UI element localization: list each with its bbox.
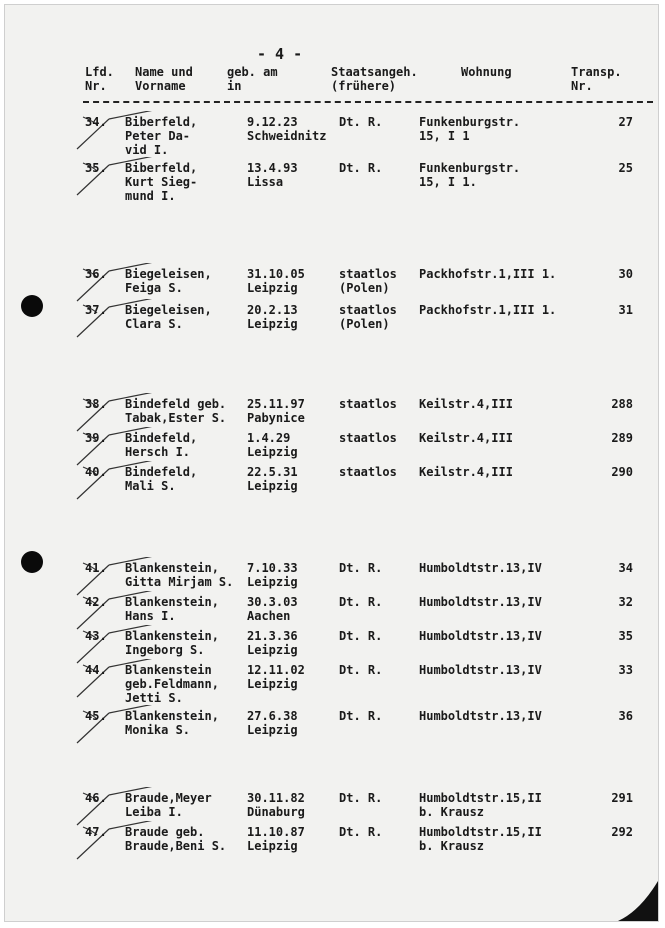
entry-row [5, 825, 659, 875]
entry-transport-number [593, 709, 633, 723]
entry-number [85, 663, 107, 677]
entry-nationality-line: (Polen) [339, 281, 390, 295]
entry-number [85, 267, 107, 281]
entry-birth-line: Leipzig [247, 317, 298, 331]
entry-address-line: 15, I 1. [419, 175, 477, 189]
entry-transport-number-line: 288 [611, 397, 633, 411]
entry-address [419, 561, 542, 575]
entry-name [125, 663, 219, 705]
entry-address-line: b. Krausz [419, 805, 485, 819]
entry-name-line: Bindefeld geb. [125, 397, 227, 411]
entry-address [419, 629, 542, 643]
entry-birth-line: 30.11.82 [247, 791, 305, 805]
page-number: - 4 - [257, 45, 303, 63]
entry-name [125, 561, 233, 589]
entry-nationality-line: Dt. R. [339, 629, 383, 643]
page-corner-curl [618, 881, 658, 921]
entry-nationality-line: staatlos [339, 397, 397, 411]
entry-transport-number [593, 115, 633, 129]
entry-transport-number [593, 397, 633, 411]
entry-name-line: Ingeborg S. [125, 643, 205, 657]
entry-number-line: 43. [85, 629, 107, 643]
entry-name-line: vid I. [125, 143, 169, 157]
entry-number-line: 45. [85, 709, 107, 723]
entry-number [85, 791, 107, 805]
entry-address-line: Humboldtstr.13,IV [419, 561, 542, 575]
entry-number [85, 431, 107, 445]
entry-nationality [339, 595, 382, 609]
entry-name-line: Monika S. [125, 723, 191, 737]
entry-birth-line: Leipzig [247, 643, 298, 657]
entry-name-line: Mali S. [125, 479, 176, 493]
entry-nationality [339, 465, 397, 479]
entry-birth [247, 825, 305, 853]
punch-hole-bottom [21, 551, 43, 573]
entry-transport-number-line: 34 [618, 561, 633, 575]
entry-transport-number-line: 291 [611, 791, 633, 805]
entry-row [5, 115, 659, 165]
entry-birth-line: Leipzig [247, 839, 298, 853]
entry-nationality-line: staatlos [339, 431, 397, 445]
entry-name [125, 791, 212, 819]
entry-nationality [339, 825, 382, 839]
entry-number-line: 36. [85, 267, 107, 281]
entry-number-line: 44. [85, 663, 107, 677]
entry-nationality [339, 663, 382, 677]
entry-birth [247, 709, 298, 737]
entry-birth-line: Aachen [247, 609, 291, 623]
entry-name [125, 431, 197, 459]
entry-row [5, 663, 659, 713]
entry-number [85, 397, 107, 411]
entry-name-line: Biegeleisen, [125, 303, 212, 317]
entry-address [419, 267, 556, 281]
entry-transport-number-line: 289 [611, 431, 633, 445]
entry-address [419, 663, 542, 677]
entry-address-line: Keilstr.4,III [419, 431, 513, 445]
entry-nationality [339, 791, 382, 805]
entry-name [125, 595, 219, 623]
entry-address [419, 303, 556, 317]
entry-number-line: 42. [85, 595, 107, 609]
entry-birth-line: Dünaburg [247, 805, 305, 819]
entry-name-line: Feiga S. [125, 281, 183, 295]
entry-nationality-line: Dt. R. [339, 825, 383, 839]
entry-nationality-line: (Polen) [339, 317, 390, 331]
entry-nationality [339, 629, 382, 643]
entry-transport-number-line: 31 [618, 303, 633, 317]
entry-birth [247, 115, 326, 143]
entry-number [85, 465, 107, 479]
entry-name [125, 161, 197, 203]
entry-name [125, 825, 226, 853]
entry-address-line: Humboldtstr.15,II [419, 791, 542, 805]
entry-address-line: Humboldtstr.13,IV [419, 629, 542, 643]
entry-number [85, 629, 107, 643]
entry-nationality-line: staatlos [339, 303, 397, 317]
entry-transport-number [593, 303, 633, 317]
entry-birth [247, 303, 298, 331]
entry-birth [247, 663, 305, 691]
entry-name-line: Biberfeld, [125, 115, 198, 129]
entry-number-line: 35. [85, 161, 107, 175]
document-sheet [4, 4, 659, 922]
header-nationality: Staatsangeh. (frühere) [331, 65, 418, 93]
entry-name-line: Peter Da- [125, 129, 191, 143]
entry-nationality-line: Dt. R. [339, 115, 383, 129]
entry-birth-line: 20.2.13 [247, 303, 298, 317]
entry-name [125, 267, 212, 295]
entry-transport-number-line: 25 [618, 161, 633, 175]
entry-address-line: Funkenburgstr. [419, 115, 521, 129]
entry-birth [247, 595, 298, 623]
entry-name-line: Blankenstein, [125, 709, 219, 723]
entry-birth [247, 465, 298, 493]
entry-birth-line: Lissa [247, 175, 284, 189]
entry-name-line: Biberfeld, [125, 161, 198, 175]
entry-birth-line: 13.4.93 [247, 161, 298, 175]
header-lfd-nr: Lfd. Nr. [85, 65, 114, 93]
entry-number [85, 303, 107, 317]
entry-birth-line: 9.12.23 [247, 115, 298, 129]
entry-birth-line: Leipzig [247, 479, 298, 493]
entry-name [125, 115, 197, 157]
entry-birth-line: 31.10.05 [247, 267, 305, 281]
entry-transport-number [593, 161, 633, 175]
entry-name-line: Braude geb. [125, 825, 205, 839]
entry-row [5, 161, 659, 211]
entry-transport-number-line: 292 [611, 825, 633, 839]
entry-birth-line: 1.4.29 [247, 431, 291, 445]
entry-number [85, 161, 107, 175]
entry-birth-line: 22.5.31 [247, 465, 298, 479]
entry-transport-number-line: 33 [618, 663, 633, 677]
entry-birth-line: Leipzig [247, 575, 298, 589]
entry-birth [247, 791, 305, 819]
entry-address-line: Packhofstr.1,III 1. [419, 267, 557, 281]
entry-nationality-line: Dt. R. [339, 663, 383, 677]
entry-name-line: Blankenstein, [125, 629, 219, 643]
entry-birth [247, 161, 298, 189]
entry-name-line: Braude,Beni S. [125, 839, 227, 853]
entry-birth [247, 397, 305, 425]
entry-nationality-line: Dt. R. [339, 791, 383, 805]
entry-address-line: Humboldtstr.13,IV [419, 595, 542, 609]
entry-birth [247, 561, 298, 589]
entry-address-line: Humboldtstr.15,II [419, 825, 542, 839]
entry-nationality-line: staatlos [339, 267, 397, 281]
entry-row [5, 709, 659, 759]
entry-number [85, 561, 107, 575]
entry-address [419, 431, 513, 445]
entry-transport-number [593, 267, 633, 281]
entry-name-line: Tabak,Ester S. [125, 411, 227, 425]
entry-birth-line: 30.3.03 [247, 595, 298, 609]
entry-number-line: 39. [85, 431, 107, 445]
entry-transport-number [593, 825, 633, 839]
header-divider [83, 101, 653, 103]
entry-number-line: 46. [85, 791, 107, 805]
entry-transport-number-line: 290 [611, 465, 633, 479]
entry-nationality [339, 161, 382, 175]
entry-nationality [339, 397, 397, 411]
entry-name-line: geb.Feldmann, [125, 677, 219, 691]
entry-birth [247, 629, 298, 657]
entry-birth-line: 7.10.33 [247, 561, 298, 575]
entry-nationality-line: Dt. R. [339, 595, 383, 609]
entry-address [419, 465, 513, 479]
entry-address-line: Packhofstr.1,III 1. [419, 303, 557, 317]
entry-transport-number [593, 465, 633, 479]
entry-birth-line: Leipzig [247, 723, 298, 737]
entry-nationality [339, 303, 397, 331]
entry-address [419, 791, 542, 819]
entry-name-line: mund I. [125, 189, 176, 203]
entry-number-line: 47. [85, 825, 107, 839]
entry-address [419, 825, 542, 853]
header-name: Name und Vorname [135, 65, 193, 93]
entry-number-line: 37. [85, 303, 107, 317]
entry-name [125, 629, 219, 657]
entry-name-line: Biegeleisen, [125, 267, 212, 281]
punch-hole-top [21, 295, 43, 317]
entry-birth-line: Leipzig [247, 677, 298, 691]
entry-birth [247, 431, 298, 459]
entry-birth [247, 267, 305, 295]
entry-number-line: 38. [85, 397, 107, 411]
entry-address [419, 397, 513, 411]
entry-name-line: Leiba I. [125, 805, 183, 819]
entry-name-line: Hans I. [125, 609, 176, 623]
entry-name-line: Blankenstein [125, 663, 212, 677]
entry-name [125, 397, 226, 425]
entry-transport-number-line: 27 [618, 115, 633, 129]
entry-number [85, 595, 107, 609]
entry-transport-number-line: 30 [618, 267, 633, 281]
entry-birth-line: Pabynice [247, 411, 305, 425]
entry-name-line: Blankenstein, [125, 595, 219, 609]
entry-nationality-line: Dt. R. [339, 709, 383, 723]
header-transport: Transp. Nr. [571, 65, 622, 93]
header-address: Wohnung [461, 65, 512, 79]
entry-address-line: Humboldtstr.13,IV [419, 709, 542, 723]
entry-name-line: Gitta Mirjam S. [125, 575, 234, 589]
entry-transport-number-line: 35 [618, 629, 633, 643]
entry-birth-line: 21.3.36 [247, 629, 298, 643]
entry-number [85, 709, 107, 723]
entry-row [5, 303, 659, 353]
entry-number [85, 825, 107, 839]
entry-name-line: Blankenstein, [125, 561, 219, 575]
entry-number [85, 115, 107, 129]
entry-name-line: Braude,Meyer [125, 791, 212, 805]
entry-name [125, 303, 212, 331]
entry-number-line: 34. [85, 115, 107, 129]
entry-transport-number [593, 431, 633, 445]
entry-address-line: Humboldtstr.13,IV [419, 663, 542, 677]
entry-transport-number [593, 629, 633, 643]
entry-address [419, 161, 520, 189]
entry-address-line: Keilstr.4,III [419, 465, 513, 479]
entry-transport-number [593, 595, 633, 609]
entry-nationality-line: staatlos [339, 465, 397, 479]
entry-nationality [339, 431, 397, 445]
entry-address [419, 709, 542, 723]
entry-nationality-line: Dt. R. [339, 561, 383, 575]
entry-name-line: Bindefeld, [125, 431, 198, 445]
entry-address-line: Funkenburgstr. [419, 161, 521, 175]
entry-nationality-line: Dt. R. [339, 161, 383, 175]
entry-birth-line: Schweidnitz [247, 129, 327, 143]
entry-birth-line: 25.11.97 [247, 397, 305, 411]
entry-nationality [339, 561, 382, 575]
entry-address [419, 595, 542, 609]
entry-name-line: Clara S. [125, 317, 183, 331]
entry-nationality [339, 267, 397, 295]
entry-transport-number [593, 791, 633, 805]
entry-number-line: 41. [85, 561, 107, 575]
entry-transport-number [593, 663, 633, 677]
entry-name [125, 465, 197, 493]
entry-address-line: b. Krausz [419, 839, 485, 853]
entry-name-line: Hersch I. [125, 445, 191, 459]
entry-birth-line: 12.11.02 [247, 663, 305, 677]
entry-birth-line: Leipzig [247, 445, 298, 459]
entry-birth-line: 27.6.38 [247, 709, 298, 723]
entry-nationality [339, 709, 382, 723]
entry-row [5, 465, 659, 515]
entry-address-line: Keilstr.4,III [419, 397, 513, 411]
entry-address-line: 15, I 1 [419, 129, 470, 143]
entry-name-line: Jetti S. [125, 691, 183, 705]
header-birth: geb. am in [227, 65, 278, 93]
entry-transport-number-line: 32 [618, 595, 633, 609]
entry-transport-number [593, 561, 633, 575]
entry-nationality [339, 115, 382, 129]
entry-address [419, 115, 520, 143]
entry-transport-number-line: 36 [618, 709, 633, 723]
entry-number-line: 40. [85, 465, 107, 479]
entry-name-line: Bindefeld, [125, 465, 198, 479]
entry-name-line: Kurt Sieg- [125, 175, 198, 189]
entry-name [125, 709, 219, 737]
entry-birth-line: Leipzig [247, 281, 298, 295]
entry-birth-line: 11.10.87 [247, 825, 305, 839]
